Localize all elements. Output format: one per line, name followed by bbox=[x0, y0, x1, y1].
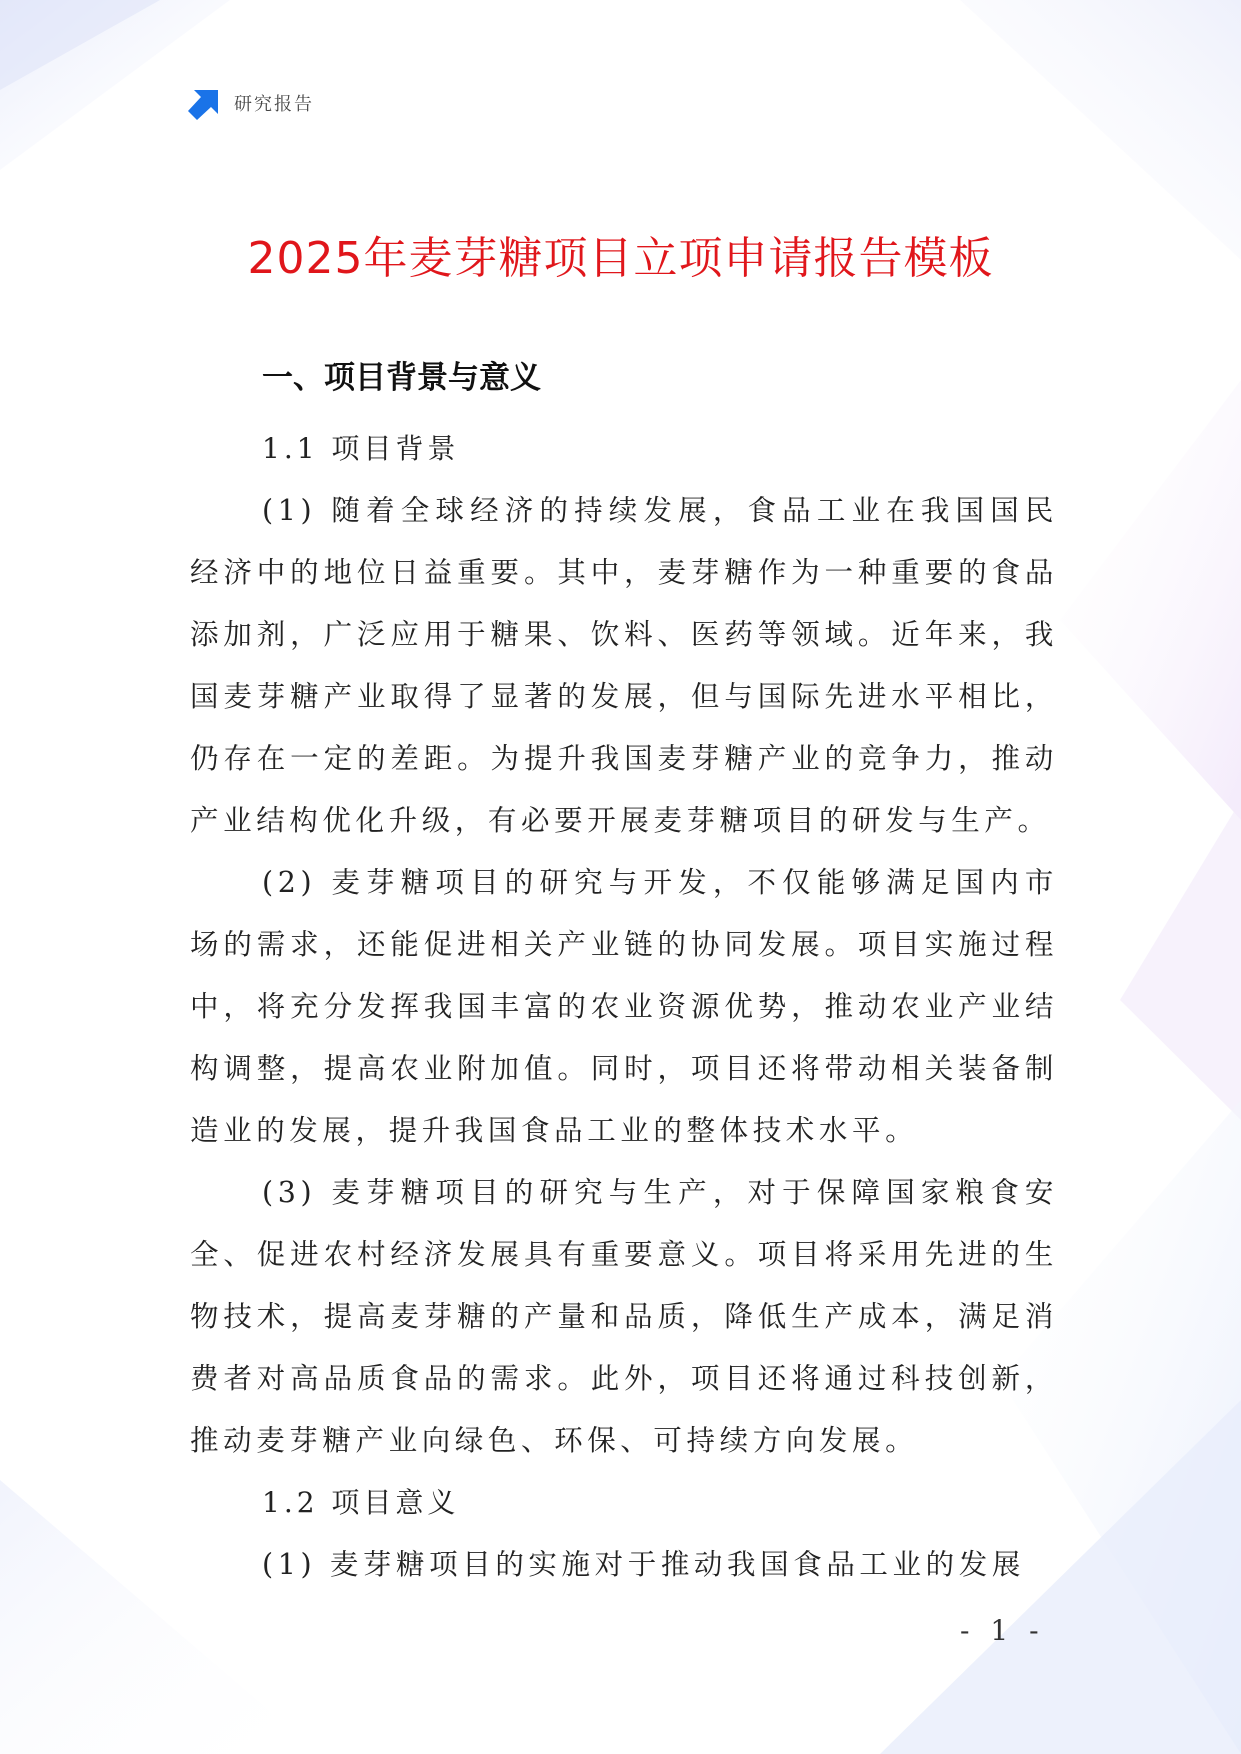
subsection-heading: 1.2 项目意义 bbox=[262, 1486, 460, 1519]
paragraph: (2) 麦芽糖项目的研究与开发，不仅能够满足国内市场的需求，还能促进相关产业链的协同发展。项目实施过程中，将充分发挥我国丰富的农业资源优势，推动农业产业结构调整，提高农业附加值。同时，项目还将带动相关装备制造业的发展，提升我国食品工业的整体技术水平。 bbox=[190, 866, 1058, 1147]
paragraph: (3) 麦芽糖项目的研究与生产，对于保障国家粮食安全、促进农村经济发展具有重要意义。项目将采用先进的生物技术，提高麦芽糖的产量和品质，降低生产成本，满足消费者对高品质食品的需求。此外，项目还将通过科技创新，推动麦芽糖产业向绿色、环保、可持续方向发展。 bbox=[190, 1176, 1058, 1457]
report-header bbox=[188, 86, 314, 120]
subsection-heading: 1.1 项目背景 bbox=[262, 432, 460, 465]
document-title: 2025年麦芽糖项目立项申请报告模板 bbox=[247, 233, 994, 284]
header-label: 研究报告 bbox=[234, 94, 314, 115]
paragraph: (1) 麦芽糖项目的实施对于推动我国食品工业的发展 bbox=[262, 1548, 1025, 1581]
document-body bbox=[190, 356, 1058, 1596]
page-number: - 1 - bbox=[960, 1614, 1045, 1647]
arrow-up-right-icon bbox=[188, 86, 222, 120]
paragraph: (1) 随着全球经济的持续发展，食品工业在我国国民经济中的地位日益重要。其中，麦芽糖作为一种重要的食品添加剂，广泛应用于糖果、饮料、医药等领域。近年来，我国麦芽糖产业取得了显著的发展，但与国际先进水平相比，仍存在一定的差距。为提升我国麦芽糖产业的竞争力，推动产业结构优化升级，有必要开展麦芽糖项目的研发与生产。 bbox=[190, 494, 1058, 837]
section-heading: 一、项目背景与意义 bbox=[262, 360, 541, 396]
